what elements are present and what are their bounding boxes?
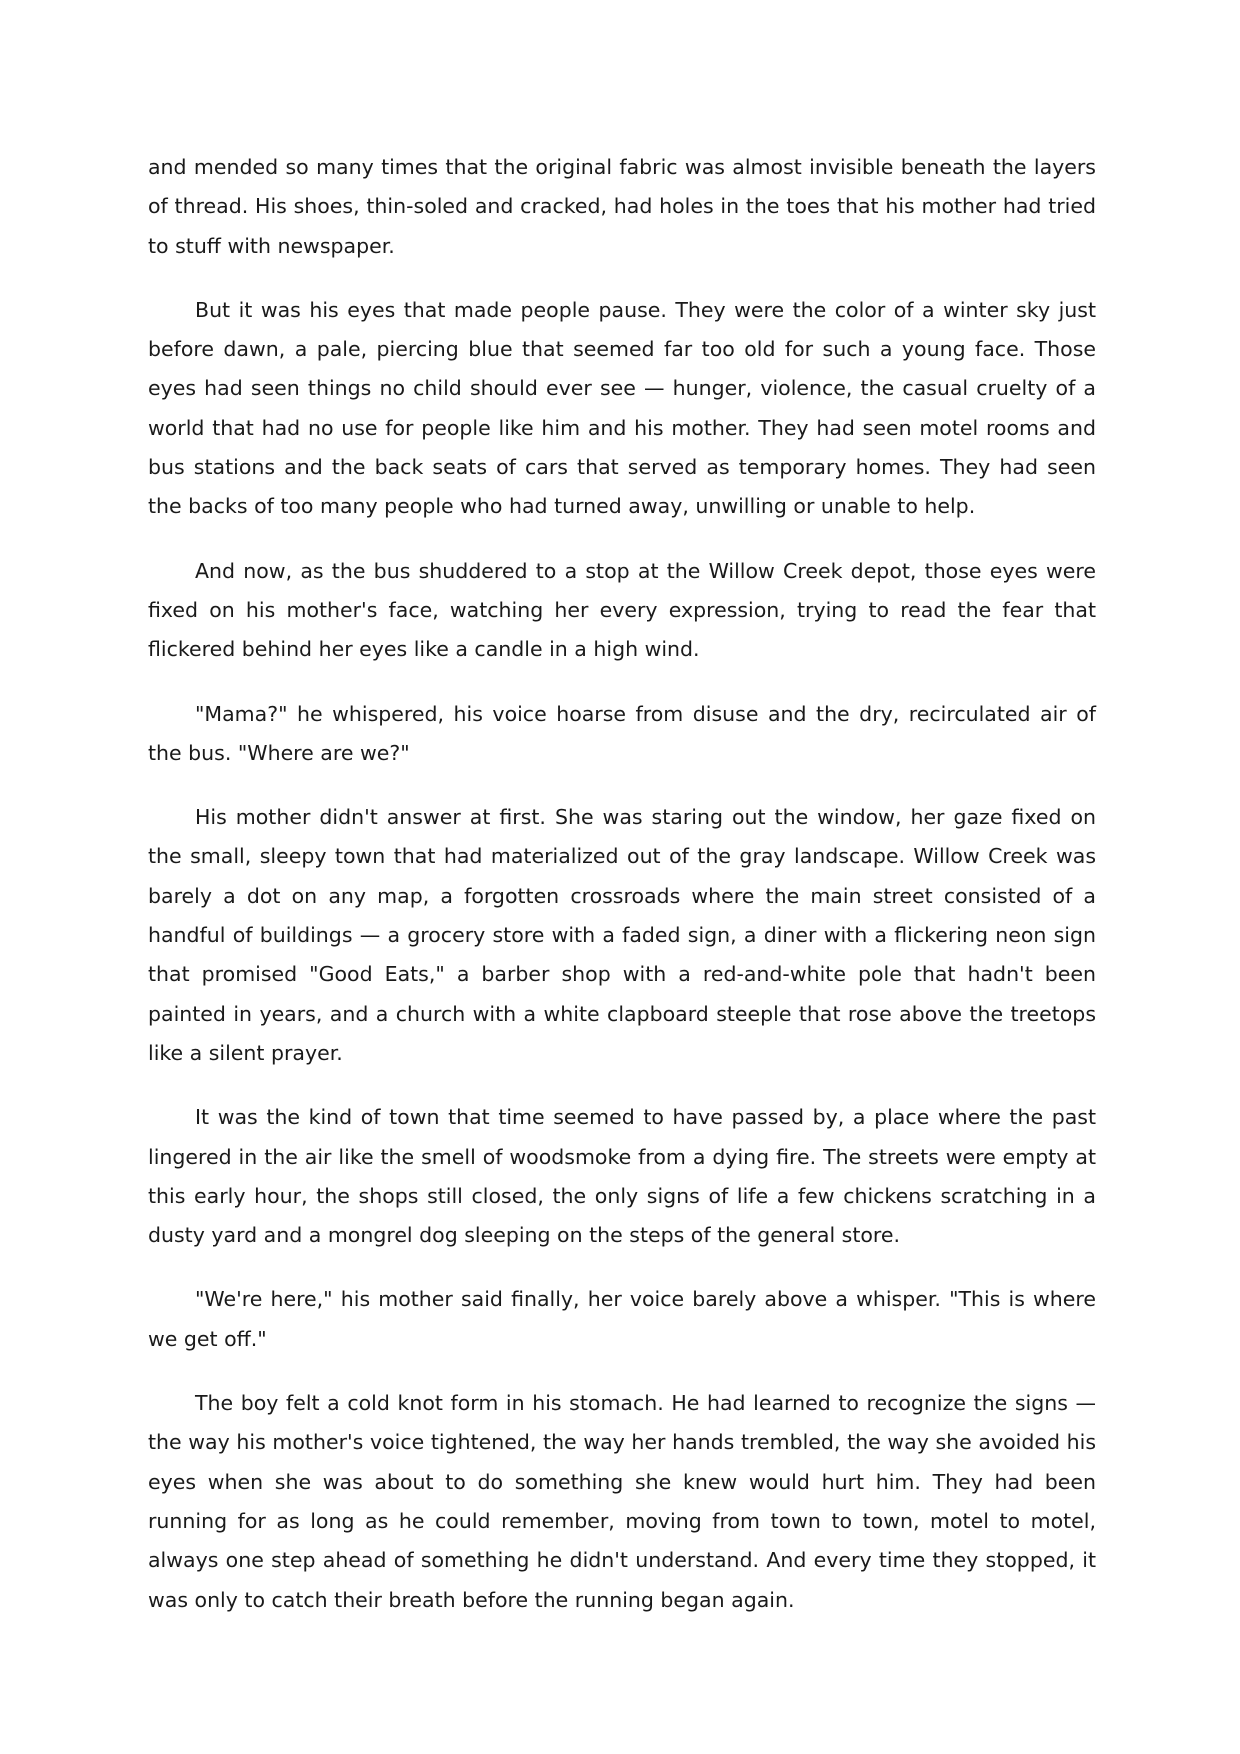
paragraph-3: And now, as the bus shuddered to a stop at the Willow Creek depot, those eyes were fixed on his mother's face, watching her every expression, trying to read the fear that flickered behind her eyes like a candle in a high wind. — [148, 558, 1096, 662]
paragraph-6: It was the kind of town that time seemed to have passed by, a place where the past lingered in the air like the smell of woodsmoke from a dying fire. The streets were empty at this early hour, the shops still closed, the only signs of life a few chickens scratching in a dusty yard and a mongrel dog sleeping on the steps of the general store. — [148, 1105, 1096, 1248]
paragraph-8: The boy felt a cold knot form in his stomach. He had learned to recognize the signs — the way his mother's voice tightened, the way her hands trembled, the way she avoided his eyes when she was about to do something she knew would hurt him. They had been running for as long as he could remember, moving from town to town, motel to motel, always one step ahead of something he didn't understand. And every time they stopped, it was only to catch their breath before the running began again. — [148, 1391, 1096, 1612]
paragraph-1: and mended so many times that the original fabric was almost invisible beneath the layers of thread. His shoes, thin-soled and cracked, had holes in the toes that his mother had tried to stuff with newspaper. — [148, 155, 1096, 258]
paragraph-2: But it was his eyes that made people pause. They were the color of a winter sky just before dawn, a pale, piercing blue that seemed far too old for such a young face. Those eyes had seen things no child should ever see — hunger, violence, the casual cruelty of a world that had no use for people like him and his mother. They had seen motel rooms and bus stations and the back seats of cars that served as temporary homes. They had seen the backs of too many people who had turned away, unwilling or unable to help. — [148, 297, 1096, 519]
paragraph-5: His mother didn't answer at first. She was staring out the window, her gaze fixed on the small, sleepy town that had materialized out of the gray landscape. Willow Creek was barely a dot on any map, a forgotten crossroads where the main street consisted of a handful of buildings — a grocery store with a faded sign, a diner with a flickering neon sign that promised "Good Eats," a barber shop with a red-and-white pole that hadn't been painted in years, and a church with a white clapboard steeple that rose above the treetops like a silent prayer. — [148, 805, 1096, 1065]
document-page — [148, 148, 1096, 1645]
paragraph-4: "Mama?" he whispered, his voice hoarse from disuse and the dry, recirculated air of the bus. "Where are we?" — [148, 701, 1096, 765]
paragraph-7: "We're here," his mother said finally, her voice barely above a whisper. "This is where we get off." — [148, 1287, 1096, 1351]
